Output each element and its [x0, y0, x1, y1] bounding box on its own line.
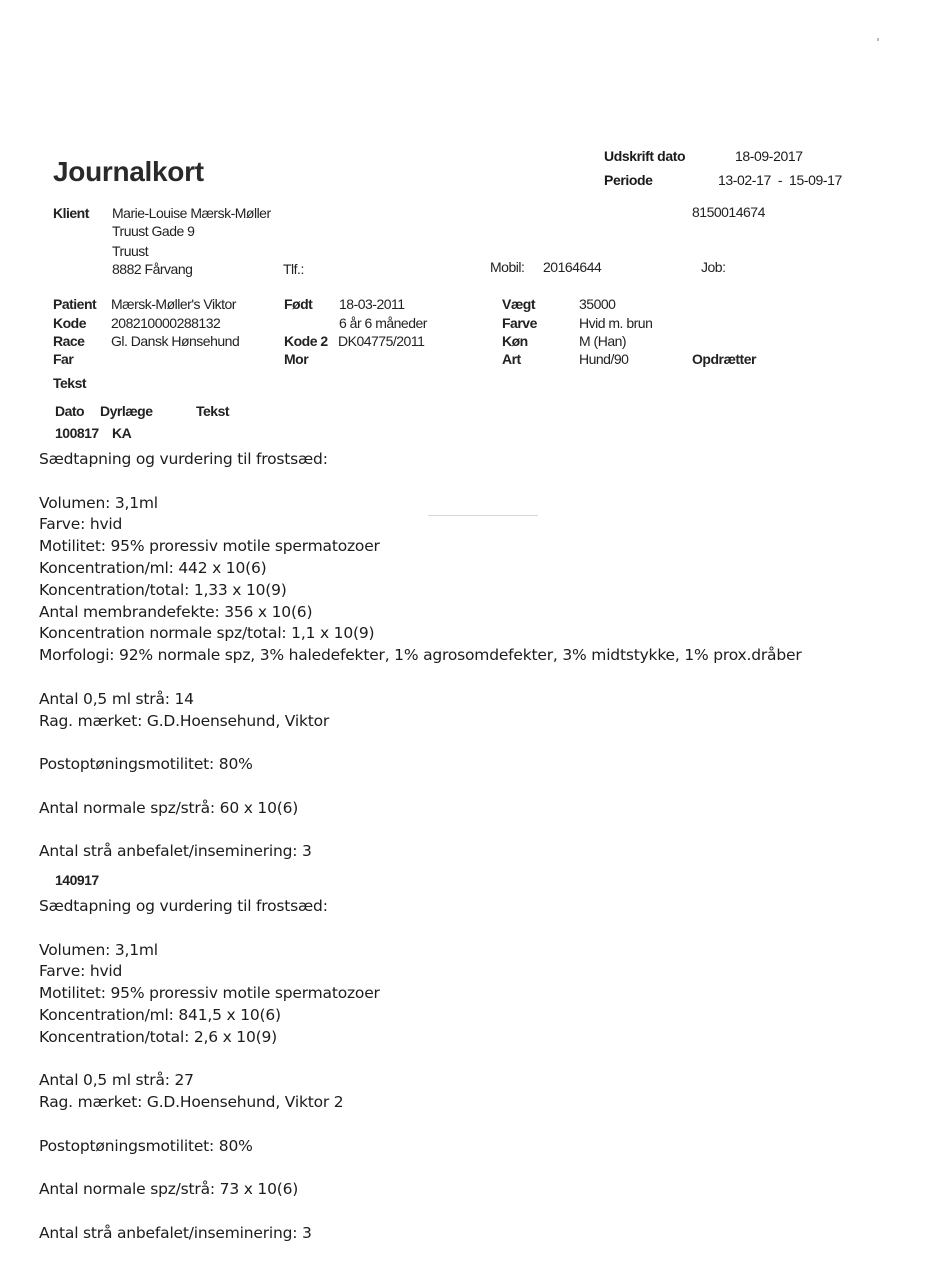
measurement-line: Morfologi: 92% normale spz, 3% haledefekter, 1% agrosomdefekter, 3% midtstykke, 1% prox.dråber: [39, 646, 802, 665]
post-thaw-line: Postoptøningsmotilitet: 80%: [39, 1136, 253, 1155]
race-label: Race: [53, 333, 85, 349]
straws-line: Antal 0,5 ml strå: 27: [39, 1071, 194, 1090]
measurement-line: Volumen: 3,1ml: [39, 940, 158, 959]
marking-line: Rag. mærket: G.D.Hoensehund, Viktor 2: [39, 1093, 344, 1112]
entry-1-text: [39, 449, 802, 863]
farve-value: Hvid m. brun: [579, 315, 653, 331]
opdraetter-label: Opdrætter: [692, 351, 756, 367]
measurement-line: Koncentration/ml: 841,5 x 10(6): [39, 1005, 281, 1024]
kode-label: Kode: [53, 315, 86, 331]
client-street: Truust Gade 9: [112, 223, 195, 239]
dyrlaege-header: Dyrlæge: [100, 403, 153, 419]
dato-header: Dato: [55, 403, 85, 419]
straws-line: Antal 0,5 ml strå: 14: [39, 689, 194, 708]
client-number: 8150014674: [692, 204, 765, 220]
measurement-line: Motilitet: 95% proressiv motile spermatozoer: [39, 537, 380, 556]
entry-heading: Sædtapning og vurdering til frostsæd:: [39, 450, 328, 468]
vaegt-label: Vægt: [502, 296, 535, 312]
vaegt-value: 35000: [579, 296, 616, 312]
print-date: 18-09-2017: [735, 148, 803, 164]
client-town: Truust: [112, 243, 149, 259]
entry-date: 140917: [55, 872, 99, 888]
race-value: Gl. Dansk Hønsehund: [111, 333, 240, 349]
job-label: Job:: [701, 259, 726, 275]
age-value: 6 år 6 måneder: [339, 315, 427, 331]
measurement-line: Volumen: 3,1ml: [39, 493, 158, 512]
page-title: Journalkort: [53, 156, 204, 187]
measurement-line: Koncentration normale spz/total: 1,1 x 10(9): [39, 624, 375, 643]
post-thaw-line: Postoptøningsmotilitet: 80%: [39, 755, 253, 774]
farve-label: Farve: [502, 315, 537, 331]
kode-value: 208210000288132: [111, 315, 221, 331]
measurement-line: Koncentration/total: 1,33 x 10(9): [39, 580, 287, 599]
kode2-value: DK04775/2011: [338, 333, 425, 349]
client-label: Klient: [53, 205, 89, 221]
tekst-label: Tekst: [53, 375, 87, 391]
marking-line: Rag. mærket: G.D.Hoensehund, Viktor: [39, 711, 330, 730]
patient-name: Mærsk-Møller's Viktor: [111, 296, 236, 312]
patient-label: Patient: [53, 296, 97, 312]
foedt-label: Født: [284, 296, 313, 312]
far-label: Far: [53, 351, 74, 367]
print-date-label: Udskrift dato: [604, 148, 686, 164]
client-name: Marie-Louise Mærsk-Møller: [112, 205, 271, 221]
tekst-header: Tekst: [196, 403, 230, 419]
mor-label: Mor: [284, 351, 309, 367]
client-postal: 8882 Fårvang: [112, 261, 193, 277]
period: 13-02-17 - 15-09-17: [718, 172, 842, 188]
koen-label: Køn: [502, 333, 528, 349]
period-label: Periode: [604, 172, 653, 188]
foedt-value: 18-03-2011: [339, 296, 405, 312]
measurement-line: Koncentration/ml: 442 x 10(6): [39, 558, 267, 577]
entry-date: 100817: [55, 425, 99, 441]
scan-speck: [877, 38, 879, 41]
entry-vet: KA: [112, 425, 132, 441]
measurement-line: Farve: hvid: [39, 962, 123, 981]
art-value: Hund/90: [579, 351, 629, 367]
entry-2-text: [39, 896, 380, 1245]
measurement-line: Antal membrandefekte: 356 x 10(6): [39, 602, 313, 621]
measurement-line: Farve: hvid: [39, 515, 123, 534]
mobile-label: Mobil:: [490, 259, 525, 275]
recommended-line: Antal strå anbefalet/inseminering: 3: [39, 1223, 312, 1242]
mobile-number: 20164644: [543, 259, 602, 275]
art-label: Art: [502, 351, 521, 367]
koen-value: M (Han): [579, 333, 627, 349]
measurement-line: Koncentration/total: 2,6 x 10(9): [39, 1027, 277, 1046]
normal-per-straw-line: Antal normale spz/strå: 73 x 10(6): [39, 1180, 299, 1199]
normal-per-straw-line: Antal normale spz/strå: 60 x 10(6): [39, 798, 299, 817]
measurement-line: Motilitet: 95% proressiv motile spermatozoer: [39, 984, 380, 1003]
entry-heading: Sædtapning og vurdering til frostsæd:: [39, 897, 328, 915]
recommended-line: Antal strå anbefalet/inseminering: 3: [39, 842, 312, 861]
kode2-label: Kode 2: [284, 333, 328, 349]
phone-label: Tlf.:: [283, 261, 304, 277]
